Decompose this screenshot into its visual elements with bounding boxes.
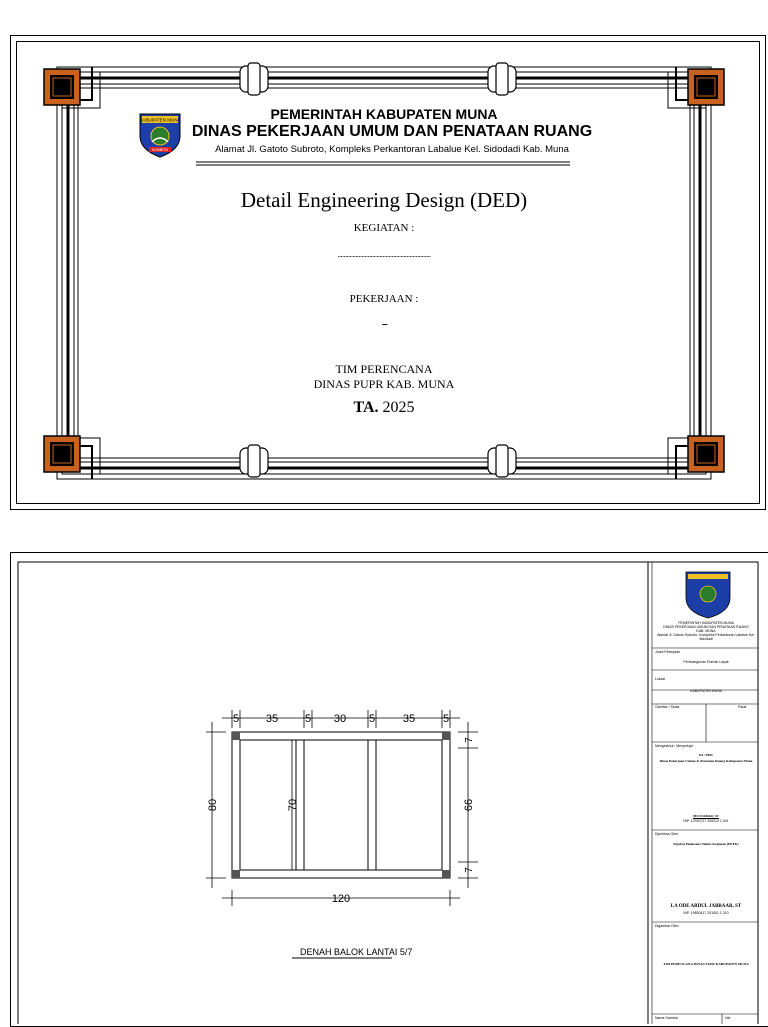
gov-line2: DINAS PEKERJAAN UMUM DAN PENATAAN RUANG: [191, 123, 593, 140]
ta-line: [0, 399, 768, 417]
dim-top-3: 30: [333, 713, 347, 725]
dimension-lines: [206, 710, 478, 906]
gov-line1: PEMERINTAH KABUPATEN MUNA: [270, 106, 498, 122]
tb-lokasi-value: KABUPATEN MUNA: [690, 689, 722, 693]
tb-nama-gambar-label: Nama Gambar: [655, 1016, 678, 1020]
column-hatches: [232, 732, 450, 878]
logo-text-bottom: SUMBITO: [152, 148, 168, 152]
tb-pptk-nip: NIP. 19830417 201001 1 010: [683, 911, 729, 915]
tb-ppk-title: PA / PPK: [699, 753, 713, 757]
tb-ppk-name: MUSTABAR, ST: [693, 814, 719, 818]
tb-ppk-nip: NIP. 19760727 200012 1 001: [683, 819, 729, 823]
dim-top-2: 5: [304, 713, 312, 725]
tb-pptk-name: LA ODE ABDUL JABBAAR, ST: [670, 904, 742, 909]
tb-address: Alamat Jl. Gatoto Subroto, Kompleks Perkantoran Labalue Kel. Sidodadi: [657, 633, 755, 641]
tb-drawn-value: TIM PERENCANA DINAS PUPR KABUPATEN MUNA: [663, 962, 749, 966]
tb-org: [654, 621, 758, 641]
ta-year: 2025: [382, 399, 415, 416]
dim-right-small-top: 7: [464, 737, 475, 743]
cover-address: Alamat Jl. Gatoto Subroto, Kompleks Perkantoran Labalue Kel. Sidodadi Kab. Muna: [215, 144, 569, 155]
dim-inner: 70: [287, 798, 299, 812]
dim-right: 66: [463, 798, 475, 812]
kegiatan-value: ..............................................................: [337, 250, 431, 259]
pekerjaan-label: PEKERJAAN :: [349, 293, 419, 305]
drawing-svg: [0, 552, 768, 1024]
tb-gambar-label: Gambar / Skala: [655, 705, 680, 709]
cover-title: Detail Engineering Design (DED): [240, 188, 528, 212]
dimension-labels: [207, 713, 475, 905]
drawing-caption: DENAH BALOK LANTAI 5/7: [300, 947, 413, 957]
tb-approve-label: Mengetahui / Menyetujui: [655, 744, 694, 748]
beam-plan: [232, 732, 450, 878]
kegiatan-label: KEGIATAN :: [353, 222, 415, 234]
tb-drawn-label: Digambar Oleh: [655, 924, 679, 928]
tb-judul-label: Judul Pekerjaan: [655, 650, 681, 654]
tim-line2: DINAS PUPR KAB. MUNA: [313, 377, 455, 391]
tb-check-label: Diperiksa Oleh: [655, 832, 678, 836]
tb-lokasi-label: Lokasi: [655, 677, 666, 681]
dim-top-1: 35: [265, 713, 279, 725]
tb-paraf-label: Paraf: [738, 705, 747, 709]
dim-right-small-bottom: 7: [464, 867, 475, 873]
tb-org-line1: PEMERINTAH KABUPATEN MUNA: [678, 621, 734, 625]
tb-org-line3: KAB. MUNA: [696, 629, 716, 633]
logo-text-top: KABUPATEN MUNA: [139, 117, 181, 123]
dim-top-4: 5: [368, 713, 376, 725]
dim-left: 80: [207, 798, 219, 812]
ta-label: TA.: [353, 399, 379, 416]
dim-top-6: 5: [442, 713, 450, 725]
tb-org-line2: DINAS PEKERJAAN UMUM DAN PENATAAN RUANG: [663, 625, 749, 629]
dim-bottom: 120: [331, 893, 351, 905]
tim-line1: TIM PERENCANA: [335, 362, 433, 376]
tb-ppk-org: Dinas Pekerjaan Umum & Penataan Ruang Kabupaten Muna: [659, 759, 753, 763]
dim-top-5: 35: [402, 713, 416, 725]
tb-judul-value: Pembangunan Rumah Layak: [683, 660, 729, 664]
tb-pptk-title: Pejabat Pelaksana Teknis Kegiatan (PPTK): [673, 842, 739, 846]
pekerjaan-value: ..........: [381, 318, 387, 327]
dim-top-0: 5: [232, 713, 240, 725]
tb-hal-label: Hal: [725, 1016, 731, 1020]
